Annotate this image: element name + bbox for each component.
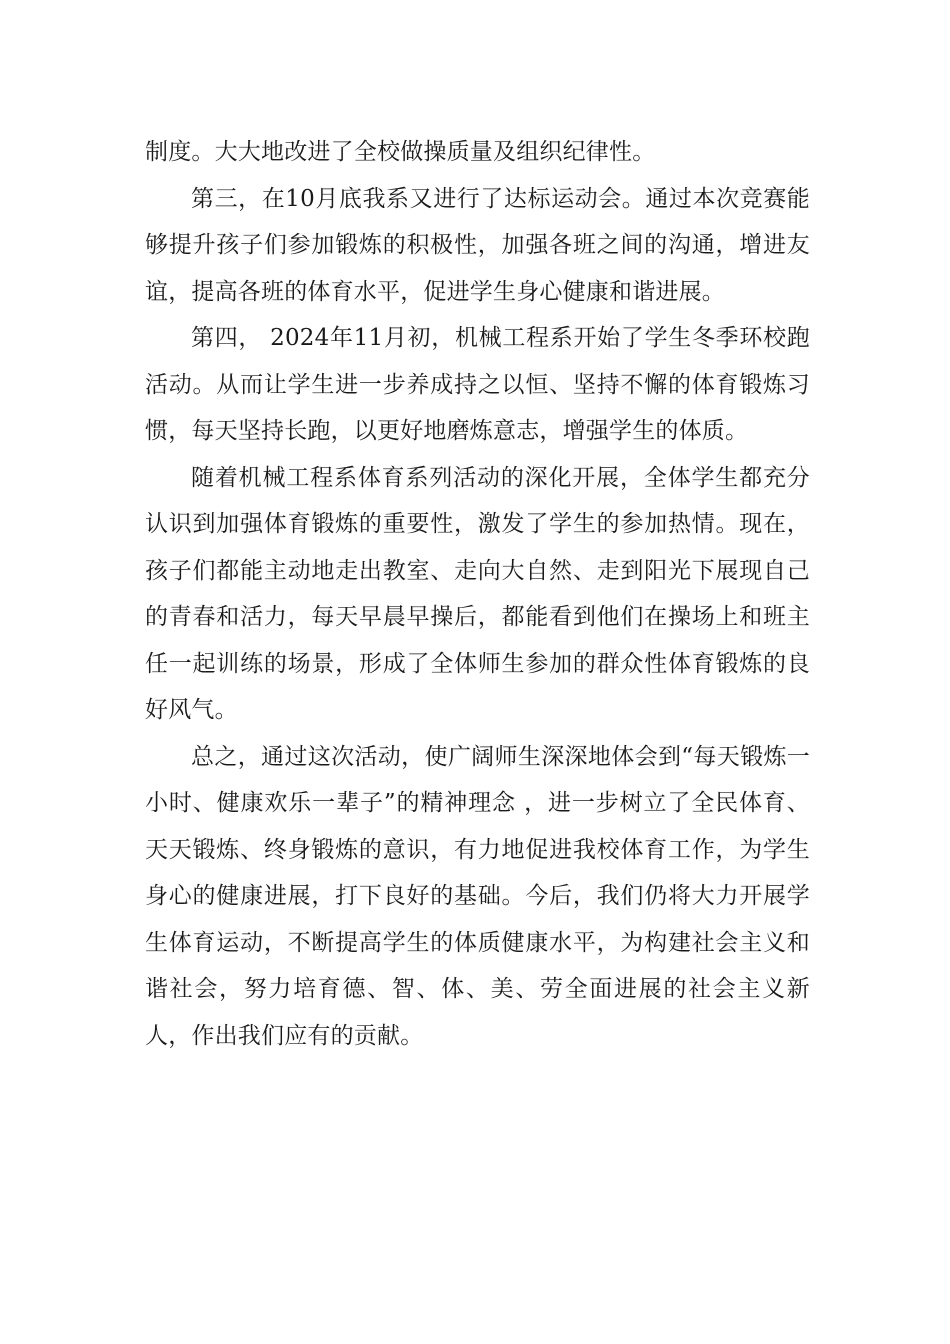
document-body — [145, 129, 810, 1059]
paragraph-conclusion: 总之，通过这次活动，使广阔师生深深地体会到“每天锻炼一小时、健康欢乐一辈子”的精神理念 ，进一步树立了全民体育、天天锻炼、终身锻炼的意识，有力地促进我校体育工作，为学生身心的健康进展，打下良好的基础。今后，我们仍将大力开展学生体育运动，不断提高学生的体质健康水平，为构建社会主义和谐社会，努力培育德、智、体、美、劳全面进展的社会主义新人，作出我们应有的贡献。 — [145, 743, 810, 1049]
paragraph-third-item: 第三，在10月底我系又进行了达标运动会。通过本次竞赛能够提升孩子们参加锻炼的积极性，加强各班之间的沟通，增进友谊，提高各班的体育水平，促进学生身心健康和谐进展。 — [145, 185, 810, 305]
paragraph-activity-effects: 随着机械工程系体育系列活动的深化开展，全体学生都充分认识到加强体育锻炼的重要性，激发了学生的参加热情。现在，孩子们都能主动地走出教室、走向大自然、走到阳光下展现自己的青春和活力，每天早晨早操后，都能看到他们在操场上和班主任一起训练的场景，形成了全体师生参加的群众性体育锻炼的良好风气。 — [145, 464, 810, 723]
paragraph-continuation: 制度。大大地改进了全校做操质量及组织纪律性。 — [145, 139, 656, 165]
paragraph-fourth-item: 第四， 2024年11月初，机械工程系开始了学生冬季环校跑活动。从而让学生进一步养成持之以恒、坚持不懈的体育锻炼习惯，每天坚持长跑，以更好地磨炼意志，增强学生的体质。 — [145, 325, 810, 444]
